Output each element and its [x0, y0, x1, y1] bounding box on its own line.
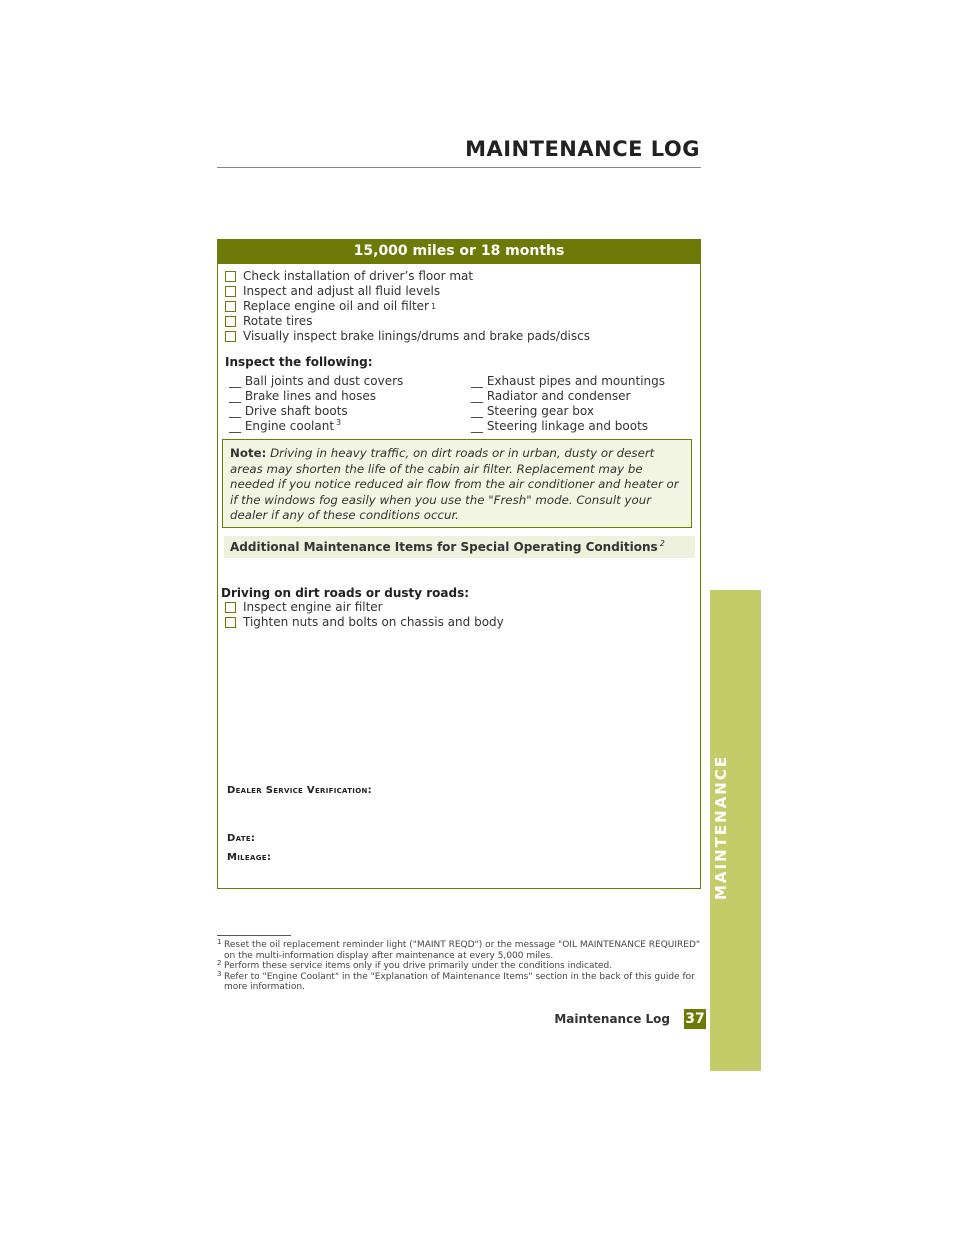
- checkbox-icon[interactable]: [225, 331, 236, 342]
- inspect-item: __ Drive shaft boots: [229, 404, 348, 418]
- side-tab-label: MAINTENANCE: [712, 754, 730, 900]
- checklist-item-label: Replace engine oil and oil filter: [243, 299, 429, 313]
- note-text: Driving in heavy traffic, on dirt roads or in urban, dusty or desert areas may shorten the life of the cabin air filter. Replacement may be needed if you notice reduced air flow from the air conditioner and heater or if the windows fog easily when you use the "Fresh" mode. Consult your dealer if any of these conditions occur.: [230, 446, 679, 522]
- inspect-heading: Inspect the following:: [225, 355, 373, 369]
- note-box: [222, 439, 692, 528]
- checklist-item-label: Tighten nuts and bolts on chassis and body: [243, 615, 504, 629]
- footnote-number: 1: [217, 938, 222, 946]
- checkbox-icon[interactable]: [225, 602, 236, 613]
- checkbox-icon[interactable]: [225, 316, 236, 327]
- service-checklist: [225, 269, 590, 344]
- additional-items-label: Additional Maintenance Items for Special Operating Conditions: [230, 540, 658, 554]
- header-divider: [217, 167, 701, 168]
- checkbox-icon[interactable]: [225, 286, 236, 297]
- checkbox-icon[interactable]: [225, 271, 236, 282]
- date-label: Date:: [227, 833, 256, 844]
- note-label: Note:: [230, 446, 267, 460]
- checklist-item: [225, 269, 590, 284]
- dirt-roads-checklist: [225, 600, 504, 630]
- checklist-item-label: Inspect and adjust all fluid levels: [243, 284, 441, 298]
- footnote: [217, 969, 702, 993]
- footnote-ref: 2: [659, 539, 665, 548]
- checklist-item-label: Rotate tires: [243, 314, 313, 328]
- footnote: [217, 940, 702, 961]
- checklist-item-label: Visually inspect brake linings/drums and brake pads/discs: [243, 329, 590, 343]
- checkbox-icon[interactable]: [225, 301, 236, 312]
- inspect-item: [229, 419, 403, 434]
- checklist-item: [225, 284, 590, 299]
- dealer-verification-label: Dealer Service Verification:: [227, 785, 372, 796]
- footnote-text: Refer to "Engine Coolant" in the "Explanation of Maintenance Items" section in the back of this guide for more information.: [224, 971, 695, 992]
- inspect-item: __ Brake lines and hoses: [229, 389, 376, 403]
- checkbox-icon[interactable]: [225, 617, 236, 628]
- checklist-item-label: Check installation of driver’s floor mat: [243, 269, 474, 283]
- footnote-ref: 3: [336, 418, 342, 427]
- footer-section-label: Maintenance Log: [554, 1012, 670, 1026]
- page-number: 37: [685, 1011, 705, 1027]
- mileage-label: Mileage:: [227, 852, 272, 863]
- checklist-item: Replace engine oil and oil filter 1: [225, 299, 590, 314]
- inspect-item: __ Steering gear box: [471, 404, 594, 418]
- checklist-item-label: Inspect engine air filter: [243, 600, 383, 614]
- page-title: MAINTENANCE LOG: [465, 137, 700, 161]
- footnote-text: Perform these service items only if you drive primarily under the conditions indicated.: [224, 961, 613, 971]
- checklist-item: [225, 314, 590, 329]
- checklist-item: [225, 615, 504, 630]
- footnotes: [217, 940, 702, 993]
- footnote-number: 3: [217, 969, 222, 978]
- inspect-item: __ Ball joints and dust covers: [229, 374, 404, 388]
- maintenance-log-box: [217, 239, 701, 889]
- footnote: [217, 961, 702, 972]
- footnote-divider: [217, 935, 291, 936]
- inspect-item: __ Steering linkage and boots: [471, 419, 649, 433]
- checklist-item: [225, 329, 590, 344]
- footnote-text: Reset the oil replacement reminder light ("MAINT REQD") or the message "OIL MAINTENANCE REQUIRED" on the multi-information display after maintenance at every 5,000 miles.: [224, 940, 701, 961]
- inspect-list-right: [471, 374, 665, 434]
- interval-heading: 15,000 miles or 18 months: [217, 239, 701, 264]
- inspect-item-label: __ Engine coolant: [229, 419, 335, 433]
- dirt-roads-heading: Driving on dirt roads or dusty roads:: [221, 586, 470, 600]
- inspect-item: __ Exhaust pipes and mountings: [471, 374, 665, 388]
- footnote-number: 2: [217, 959, 222, 967]
- inspect-list-left: [229, 374, 403, 434]
- inspect-item: __ Radiator and condenser: [471, 389, 631, 403]
- additional-items-heading: [224, 536, 695, 558]
- checklist-item: [225, 600, 504, 615]
